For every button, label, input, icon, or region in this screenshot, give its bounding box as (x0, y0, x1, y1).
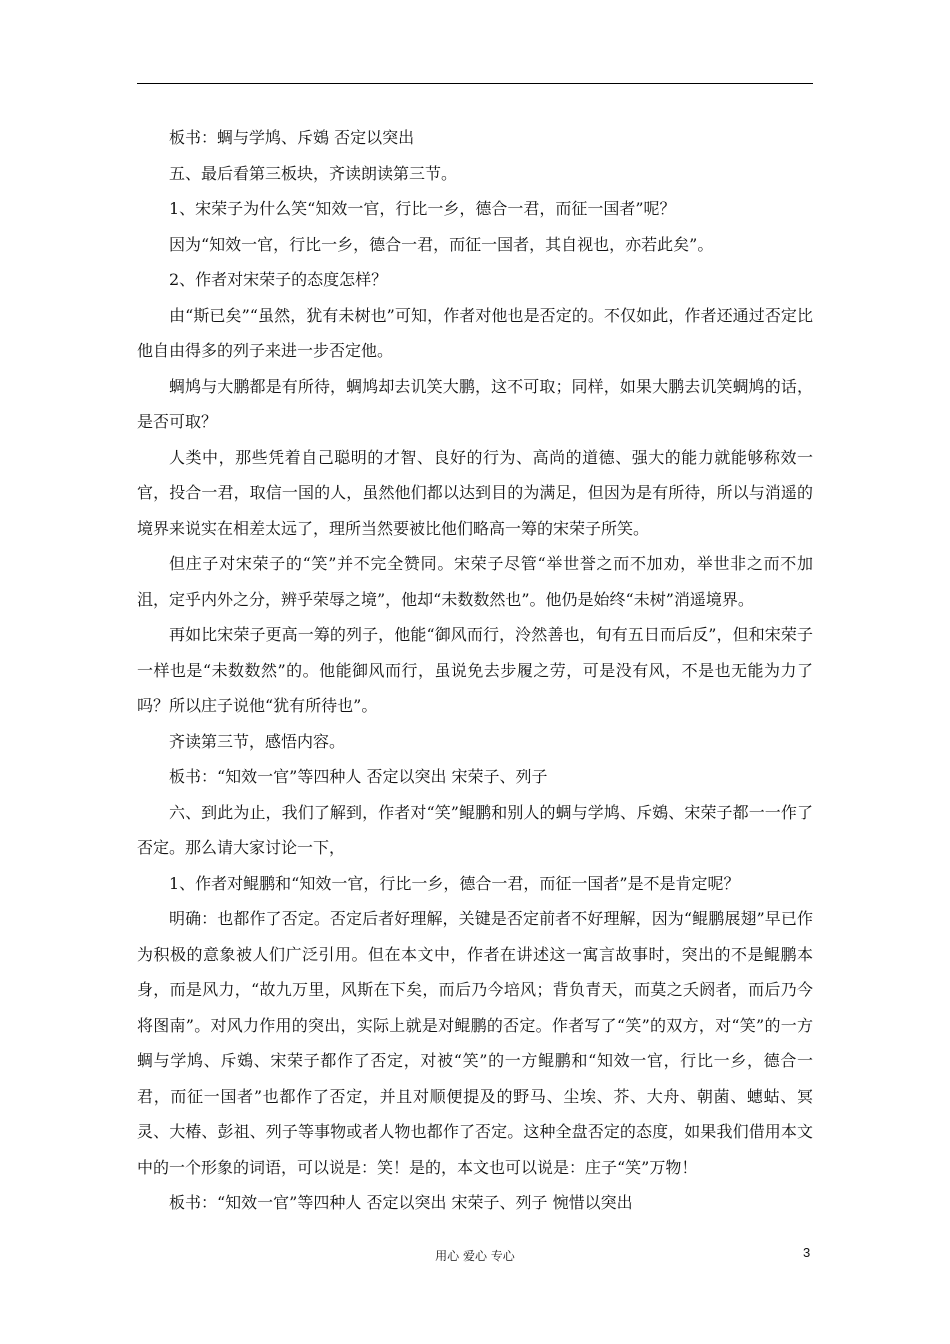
header-rule (137, 83, 813, 84)
paragraph: 蜩鸠与大鹏都是有所待，蜩鸠却去讥笑大鹏，这不可取；同样，如果大鹏去讥笑蜩鸠的话，是否可取？ (137, 376, 813, 431)
paragraph: 人类中，那些凭着自己聪明的才智、良好的行为、高尚的道德、强大的能力就能够称效一官，投合一君，取信一国的人，虽然他们都以达到目的为满足，但因为是有所待，所以与消遥的境界来说实在相差太远了，理所当然要被比他们略高一筹的宋荣子所笑。 (137, 447, 813, 538)
paragraph: 板书：“知效一官”等四种人 否定以突出 宋荣子、列子 (169, 767, 548, 786)
paragraph: 六、到此为止，我们了解到，作者对“笑”鲲鹏和别人的蜩与学鸠、斥鴳、宋荣子都一一作了否定。那么请大家讨论一下， (137, 802, 813, 857)
page-number: 3 (803, 1245, 811, 1260)
paragraph: 由“斯已矣”“虽然，犹有未树也”可知，作者对他也是否定的。不仅如此，作者还通过否定比他自由得多的列子来进一步否定他。 (137, 305, 813, 360)
paragraph: 1、作者对鲲鹏和“知效一官，行比一乡，德合一君，而征一国者”是不是肯定呢？ (169, 873, 740, 893)
paragraph: 2、作者对宋荣子的态度怎样？ (169, 270, 388, 289)
paragraph: 因为“知效一官，行比一乡，德合一君，而征一国者，其自视也，亦若此矣”。 (169, 234, 714, 254)
paragraph: 1、宋荣子为什么笑“知效一官，行比一乡，德合一君，而征一国者”呢？ (169, 199, 676, 218)
paragraph: 明确：也都作了否定。否定后者好理解，关键是否定前者不好理解，因为“鲲鹏展翅”早已作为积极的意象被人们广泛引用。但在本文中，作者在讲述这一寓言故事时，突出的不是鲲鹏本身，而是风力，“故九万里，风斯在下矣，而后乃今培风；背负青天，而莫之夭阏者，而后乃今将图南”。对风力作用的突出，实际上就是对鲲鹏的否定。作者写了“笑”的双方，对“笑”的一方蜩与学鸠、斥鴳、宋荣子都作了否定，对被“笑”的一方鲲鹏和“知效一官，行比一乡，德合一君，而征一国者”也都作了否定，并且对顺便提及的野马、尘埃、芥、大舟、朝菌、蟪蛄、冥灵、大椿、彭祖、列子等事物或者人物也都作了否定。这种全盘否定的态度，如果我们借用本文中的一个形象的词语，可以说是：笑！是的，本文也可以说是：庄子“笑”万物！ (137, 909, 813, 1177)
body-text (137, 120, 813, 1221)
paragraph: 五、最后看第三板块，齐读朗读第三节。 (169, 163, 458, 183)
footer-motto: 用心 爱心 专心 (435, 1249, 515, 1263)
paragraph: 但庄子对宋荣子的“笑”并不完全赞同。宋荣子尽管“举世誉之而不加劝，举世非之而不加沮，定乎内外之分，辨乎荣辱之境”，他却“未数数然也”。他仍是始终“未树”消遥境界。 (137, 554, 813, 609)
paragraph: 板书：“知效一官”等四种人 否定以突出 宋荣子、列子 惋惜以突出 (169, 1193, 633, 1212)
paragraph: 齐读第三节，感悟内容。 (169, 731, 346, 751)
paragraph: 再如比宋荣子更高一筹的列子，他能“御风而行，泠然善也，旬有五日而后反”，但和宋荣子一样也是“未数数然”的。他能御风而行，虽说免去步履之劳，可是没有风，不是也无能为力了吗？所以庄子说他“犹有所待也”。 (137, 625, 813, 715)
paragraph: 板书：蜩与学鸠、斥鴳 否定以突出 (169, 128, 415, 147)
